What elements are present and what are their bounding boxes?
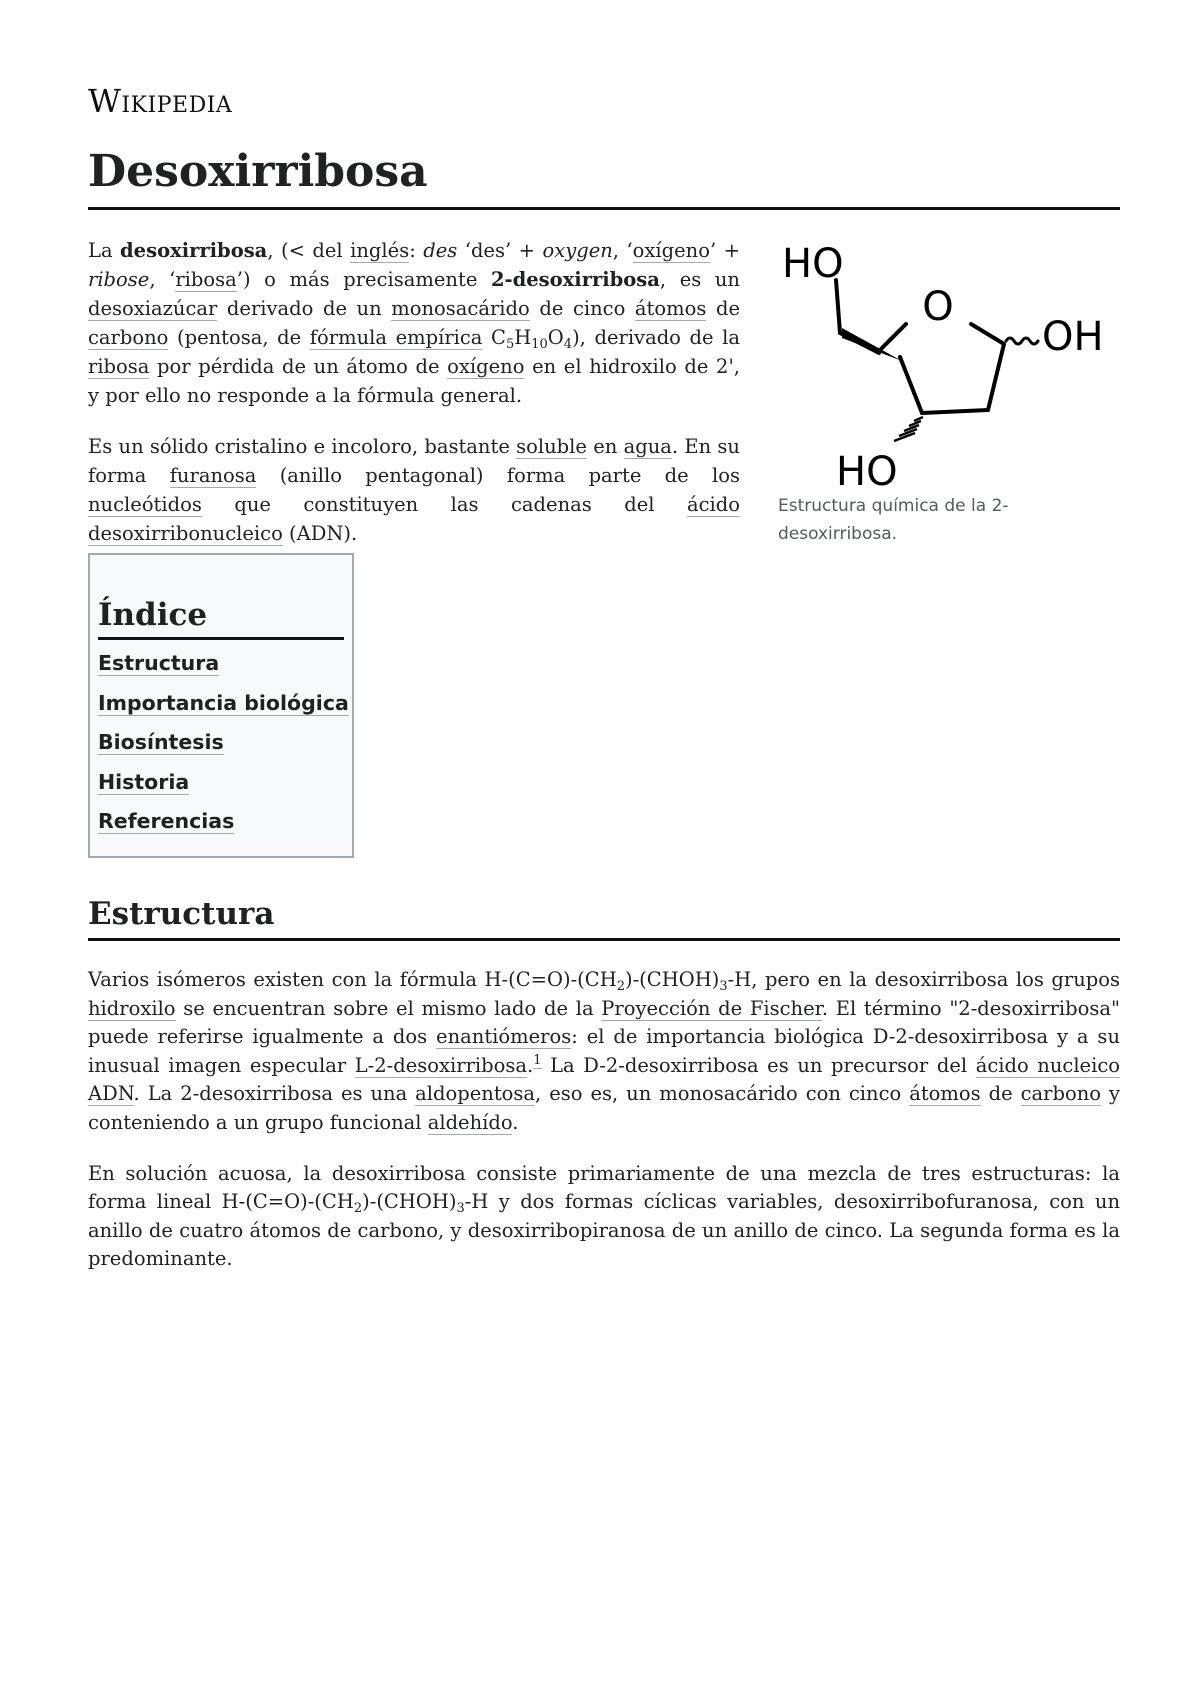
- link-atomos-2[interactable]: átomos: [909, 1082, 981, 1106]
- link-oxigeno[interactable]: oxígeno: [632, 239, 710, 262]
- intro-text: [88, 236, 740, 570]
- toc-item-referencias[interactable]: Referencias: [98, 809, 235, 833]
- link-ribosa[interactable]: ribosa: [175, 268, 237, 291]
- intro-paragraph-1: La desoxirribosa, (< del inglés: des ‘des’ + oxygen, ‘oxígeno’ + ribose, ‘ribosa’) o más precisamente 2-desoxirribosa, es un desoxiazúcar derivado de un monosacárido de cinco átomos de carbono (pentosa, de fórmula empírica $C_5H_{10}O_4$), derivado de la ribosa por pérdida de un átomo de oxígeno en el hidroxilo de 2', y por ello no responde a la fórmula general.: [88, 239, 740, 407]
- intro-paragraph-2: Es un sólido cristalino e incoloro, bastante soluble en agua. En su forma furanosa (anillo pentagonal) forma parte de los nucleótidos que constituyen las cadenas del ácido desoxirribonucleico (ADN).: [88, 435, 741, 545]
- link-desoxiazucar[interactable]: desoxiazúcar: [88, 297, 218, 320]
- toc-item-historia[interactable]: Historia: [98, 769, 190, 794]
- wikipedia-wordmark[interactable]: Wikipedia: [88, 82, 233, 120]
- link-agua[interactable]: agua: [623, 435, 672, 458]
- label-o-ring: O: [922, 284, 954, 330]
- link-soluble[interactable]: soluble: [516, 435, 587, 458]
- link-acido-nucleico[interactable]: ácido nucleico: [975, 1053, 1121, 1077]
- link-carbono[interactable]: carbono: [88, 326, 169, 349]
- section-estructura-body: [88, 966, 1120, 1296]
- link-aldehido[interactable]: aldehído: [427, 1110, 513, 1134]
- link-aldopentosa[interactable]: aldopentosa: [415, 1082, 536, 1106]
- reference-1[interactable]: 1: [533, 1052, 542, 1068]
- link-hidroxilo[interactable]: hidroxilo: [88, 996, 176, 1020]
- toc-item-estructura[interactable]: Estructura: [98, 651, 220, 675]
- link-nucleotidos[interactable]: nucleótidos: [88, 493, 202, 516]
- section-paragraph-2: En solución acuosa, la desoxirribosa consiste primariamente de una mezcla de tres estructuras: la forma lineal $H-(C=O)-(CH_2)-(CHOH)_3-H$ y dos formas cíclicas variables, desoxirribofuranosa, con un anillo de cuatro átomos de carbono, y desoxirribopiranosa de un anillo de cinco. La segunda forma es la predominante.: [88, 1161, 1120, 1271]
- link-monosacarido[interactable]: monosacárido: [391, 297, 530, 320]
- link-ingles[interactable]: inglés: [350, 239, 410, 262]
- link-carbono-2[interactable]: carbono: [1020, 1082, 1102, 1106]
- link-adn[interactable]: ácido desoxirribonucleico: [88, 493, 740, 545]
- structure-figure: [778, 240, 1128, 548]
- section-title-estructura: Estructura: [88, 896, 1120, 941]
- table-of-contents: [88, 553, 354, 858]
- deoxyribose-structure-diagram[interactable]: [778, 240, 1128, 492]
- link-oxigeno-2[interactable]: oxígeno: [447, 355, 525, 378]
- link-l-2-desoxirribosa[interactable]: L-2-desoxirribosa: [354, 1053, 528, 1077]
- label-ho-top: HO: [782, 241, 844, 287]
- link-furanosa[interactable]: furanosa: [169, 464, 257, 487]
- toc-title: Índice: [98, 597, 344, 640]
- link-formula-empirica[interactable]: fórmula empírica: [309, 326, 483, 349]
- term-bold: desoxirribosa: [120, 239, 268, 262]
- link-atomos[interactable]: átomos: [634, 297, 707, 320]
- link-proyeccion-fischer[interactable]: Proyección de Fischer: [601, 996, 822, 1020]
- link-ribosa-2[interactable]: ribosa: [88, 355, 150, 378]
- figure-caption: Estructura química de la 2-desoxirribosa.: [778, 496, 1009, 544]
- section-paragraph-1: Varios isómeros existen con la fórmula $H-(C=O)-(CH_2)-(CHOH)_3-H$, pero en la desoxirribosa los grupos hidroxilo se encuentran sobre el mismo lado de la Proyección de Fischer. El término "2-desoxirribosa" puede referirse igualmente a dos enantiómeros: el de importancia biológica D-2-desoxirribosa y a su inusual imagen especular L-2-desoxirribosa.$^1$ La D-2-desoxirribosa es un precursor del ácido nucleico ADN. La 2-desoxirribosa es una aldopentosa, eso es, un monosacárido con cinco átomos de carbono y conteniendo a un grupo funcional aldehído.: [88, 968, 1121, 1134]
- link-enantiomeros[interactable]: enantiómeros: [436, 1025, 572, 1049]
- link-adn-2[interactable]: ADN: [88, 1082, 134, 1106]
- term2-bold: 2-desoxirribosa: [490, 268, 660, 291]
- toc-item-biosintesis[interactable]: Biosíntesis: [98, 730, 224, 754]
- toc-item-importancia-biologica[interactable]: Importancia biológica: [98, 690, 349, 715]
- page-title: Desoxirribosa: [88, 146, 1120, 210]
- label-oh-right: OH: [1042, 314, 1104, 360]
- label-ho-bottom: HO: [836, 449, 898, 492]
